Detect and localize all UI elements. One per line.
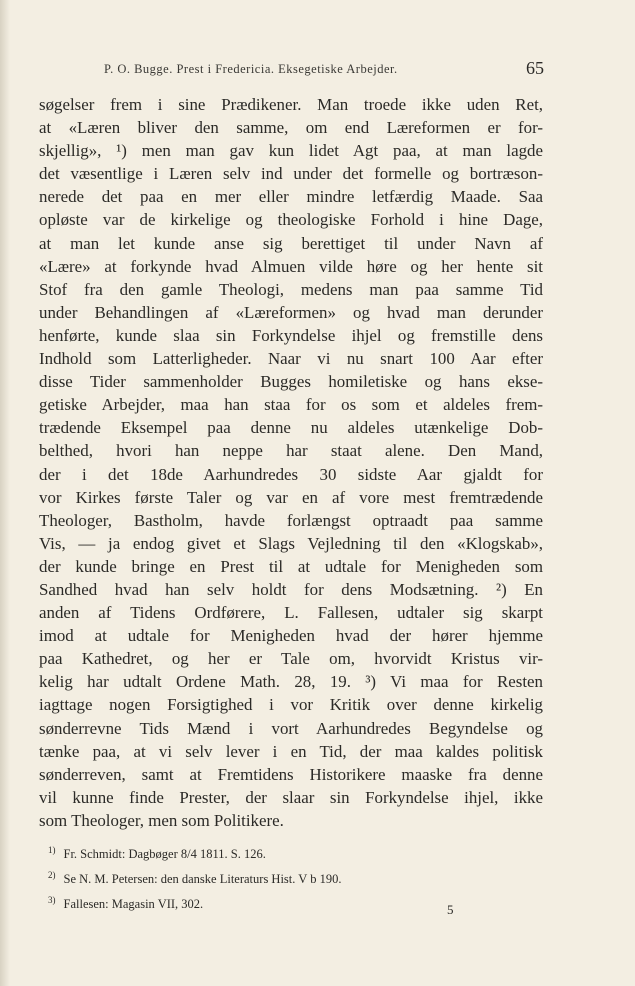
text-line: sønderreven, samt at Fremtidens Historikere maaske fra denne bbox=[39, 764, 543, 784]
text-line: getiske Arbejder, maa han staa for os som et aldeles frem- bbox=[39, 395, 543, 415]
text-line: Vis, — ja endog givet et Slags Vejledning til den «Klogskab», bbox=[39, 533, 543, 553]
footnote-mark: 2) bbox=[48, 870, 56, 881]
text-line: imod at udtale for Menigheden hvad der hører hjemme bbox=[39, 626, 543, 646]
signature-mark: 5 bbox=[447, 902, 454, 917]
text-line: det væsentlige i Læren selv ind under det formelle og bortræson- bbox=[39, 164, 543, 184]
footnote bbox=[48, 890, 488, 915]
text-line: at man let kunde anse sig berettiget til under Navn af bbox=[39, 233, 543, 253]
page-edge-shadow bbox=[0, 0, 10, 986]
text-line: iagttage nogen Forsigtighed i vor Kritik over denne kirkelig bbox=[39, 695, 543, 715]
text-line: paa Kathedret, og her er Tale om, hvorvidt Kristus vir- bbox=[39, 649, 543, 669]
text-line: trædende Eksempel paa denne nu aldeles utænkelige Dob- bbox=[39, 418, 543, 438]
text-line: der i det 18de Aarhundredes 30 sidste Aar gjaldt for bbox=[39, 464, 543, 484]
footnote-mark: 1) bbox=[48, 845, 56, 855]
footnote bbox=[48, 840, 488, 865]
text-line: søgelser frem i sine Prædikener. Man troede ikke uden Ret, bbox=[39, 95, 543, 114]
text-line: under Behandlingen af «Læreformen» og hvad man derunder bbox=[39, 302, 543, 322]
footnote-text: Fallesen: Magasin VII, 302. bbox=[63, 897, 204, 912]
text-line: vil kunne finde Prester, der slaar sin Forkyndelse ihjel, ikke bbox=[39, 787, 543, 807]
footnotes bbox=[48, 840, 488, 915]
text-line: nerede det paa en mer eller mindre letfærdig Maade. Saa bbox=[39, 187, 543, 207]
footnote-mark: 3) bbox=[48, 895, 56, 906]
footnote-text: Se N. M. Petersen: den danske Literaturs Hist. V b 190. bbox=[63, 872, 342, 887]
text-line: Indhold som Latterligheder. Naar vi nu snart 100 Aar efter bbox=[39, 349, 543, 369]
text-line: at «Læren bliver den samme, om end Læreformen er for- bbox=[39, 118, 543, 138]
text-line: Theologer, Bastholm, havde forlængst optraadt paa samme bbox=[39, 510, 543, 530]
text-line: Sandhed hvad han selv holdt for dens Modsætning. ²) En bbox=[39, 579, 543, 599]
footnote bbox=[48, 865, 488, 890]
text-line: belthed, hvori han neppe har staat alene. Den Mand, bbox=[39, 441, 543, 461]
text-line: skjellig», ¹) men man gav kun lidet Agt paa, at man lagde bbox=[39, 141, 543, 161]
body-text bbox=[39, 93, 543, 832]
text-line: «Lære» at forkynde hvad Almuen vilde høre og her hente sit bbox=[39, 256, 543, 276]
text-line: Stof fra den gamle Theologi, medens man paa samme Tid bbox=[39, 279, 543, 299]
text-line: henførte, kunde slaa sin Forkyndelse ihjel og fremstille dens bbox=[39, 325, 543, 345]
text-line: vor Kirkes første Taler og var en af vore mest fremtrædende bbox=[39, 487, 543, 507]
text-line: opløste var de kirkelige og theologiske Forhold i hine Dage, bbox=[39, 210, 543, 230]
text-line: tænke paa, at vi selv lever i en Tid, der maa kaldes politisk bbox=[39, 741, 543, 761]
text-line: kelig har udtalt Ordene Math. 28, 19. ³) Vi maa for Resten bbox=[39, 672, 543, 692]
running-head: P. O. Bugge. Prest i Fredericia. Eksegetiske Arbejder. bbox=[104, 62, 398, 76]
text-line: der kunde bringe en Prest til at udtale for Menigheden som bbox=[39, 556, 543, 576]
text-line: disse Tider sammenholder Bugges homiletiske og hans ekse- bbox=[39, 372, 543, 392]
text-line: anden af Tidens Ordførere, L. Fallesen, udtaler sig skarpt bbox=[39, 603, 543, 623]
footnote-text: Fr. Schmidt: Dagbøger 8/4 1811. S. 126. bbox=[63, 847, 266, 862]
page-number: 65 bbox=[526, 58, 544, 78]
text-line: som Theologer, men som Politikere. bbox=[39, 810, 284, 830]
text-line: sønderrevne Tids Mænd i vort Aarhundredes Begyndelse og bbox=[39, 718, 543, 738]
